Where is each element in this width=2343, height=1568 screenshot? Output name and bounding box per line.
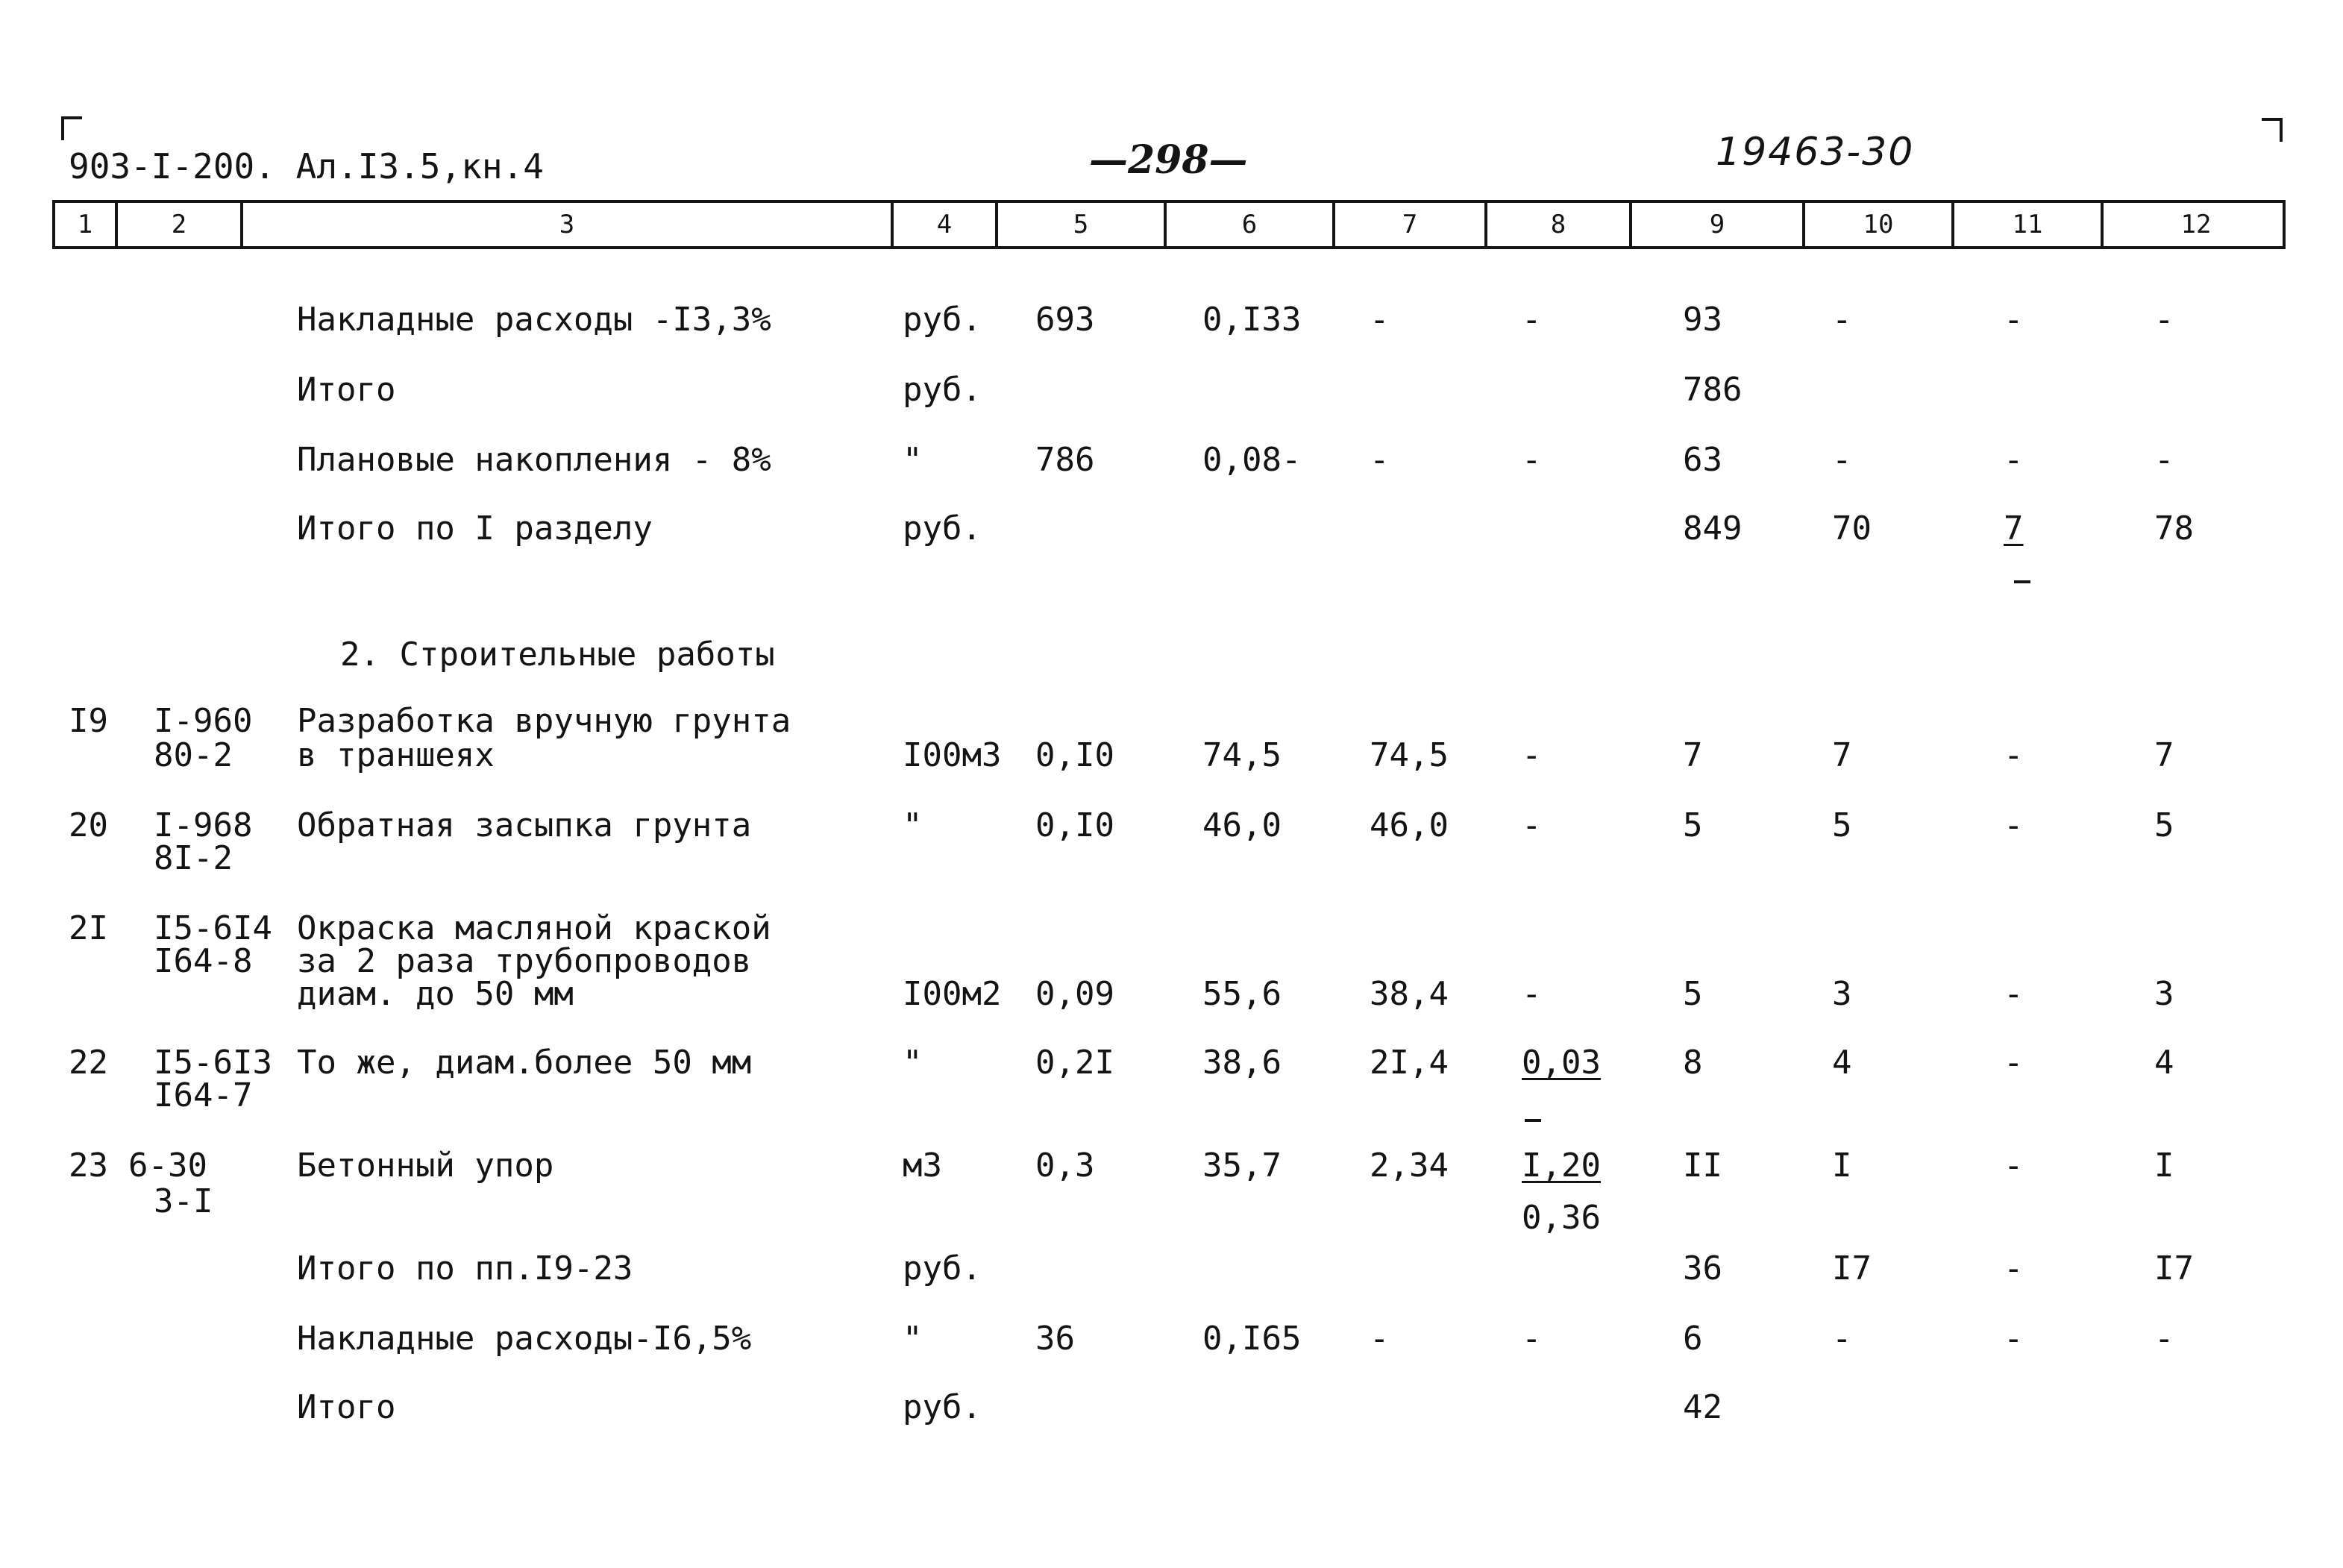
row-code: 3-I xyxy=(154,1182,213,1220)
cell-col8-top: I,20 xyxy=(1522,1147,1601,1185)
column-header-6: 6 xyxy=(1164,203,1332,246)
cell-col8: - xyxy=(1522,806,1542,844)
row-name: Итого по пп.I9-23 xyxy=(297,1249,633,1288)
row-name: Накладные расходы -I3,3% xyxy=(297,301,771,339)
cell-col10: - xyxy=(1832,301,1852,339)
column-header-5: 5 xyxy=(995,203,1164,246)
row-name: Разработка вручную грунта xyxy=(297,702,791,740)
cell-col7: 2I,4 xyxy=(1370,1044,1449,1082)
page-number: —298— xyxy=(1089,137,1248,183)
cell-col9: 5 xyxy=(1683,806,1703,844)
cell-col7: 46,0 xyxy=(1370,806,1449,844)
cell-col10: 5 xyxy=(1832,806,1852,844)
column-number-header xyxy=(52,200,2286,249)
cell-col11: - xyxy=(2004,441,2024,479)
row-code: 8I-2 xyxy=(154,839,233,877)
cell-col11: 7 xyxy=(2004,509,2024,548)
cell-col11: - xyxy=(2004,975,2024,1013)
cell-col5: 0,I0 xyxy=(1035,736,1114,774)
column-header-7: 7 xyxy=(1332,203,1484,246)
cell-col6: 0,I65 xyxy=(1202,1320,1302,1358)
cell-col8-bottom: 0,36 xyxy=(1522,1199,1601,1237)
cell-col5: 36 xyxy=(1035,1320,1075,1358)
row-name: за 2 раза трубопроводов xyxy=(297,942,752,980)
row-name: Окраска масляной краской xyxy=(297,909,771,947)
cell-col10: I7 xyxy=(1832,1249,1872,1288)
cell-col12: 78 xyxy=(2154,509,2194,548)
cell-col8: - xyxy=(1522,975,1542,1013)
row-number: 2I xyxy=(69,909,108,947)
column-header-8: 8 xyxy=(1484,203,1629,246)
cell-col10: - xyxy=(1832,1320,1852,1358)
cell-col10: 7 xyxy=(1832,736,1852,774)
cell-col12: 3 xyxy=(2154,975,2174,1013)
row-unit: " xyxy=(903,1044,923,1082)
row-code: I-960 xyxy=(154,702,253,740)
cell-col10: I xyxy=(1832,1147,1852,1185)
row-code: 6-30 xyxy=(128,1147,207,1185)
column-header-1: 1 xyxy=(77,210,93,239)
cell-col11: - xyxy=(2004,736,2024,774)
row-name: Накладные расходы-I6,5% xyxy=(297,1320,752,1358)
row-code: I-968 xyxy=(154,806,253,844)
row-number: 23 xyxy=(69,1147,108,1185)
row-code: I64-8 xyxy=(154,942,253,980)
row-unit: руб. xyxy=(903,509,982,548)
column-header-4: 4 xyxy=(891,203,995,246)
cell-col9: 42 xyxy=(1683,1388,1722,1426)
cell-col11: - xyxy=(2004,1147,2024,1185)
row-unit: руб. xyxy=(903,371,982,409)
row-unit: I00м2 xyxy=(903,975,1002,1013)
cell-col7: 2,34 xyxy=(1370,1147,1449,1185)
cell-col9: 8 xyxy=(1683,1044,1703,1082)
row-name: диам. до 50 мм xyxy=(297,975,574,1013)
cell-col12: - xyxy=(2154,1320,2174,1358)
cell-col9: 786 xyxy=(1683,371,1743,409)
row-unit: I00м3 xyxy=(903,736,1002,774)
cell-col5: 693 xyxy=(1035,301,1095,339)
column-header-3: 3 xyxy=(240,203,891,246)
row-number: I9 xyxy=(69,702,108,740)
cell-col5: 786 xyxy=(1035,441,1095,479)
cell-col6: 0,I33 xyxy=(1202,301,1302,339)
row-name: Итого xyxy=(297,371,396,409)
row-unit: м3 xyxy=(903,1147,942,1185)
cell-col7: - xyxy=(1370,301,1390,339)
column-header-9: 9 xyxy=(1629,203,1802,246)
cell-col12: 5 xyxy=(2154,806,2174,844)
cell-col11: - xyxy=(2004,301,2024,339)
column-header-10: 10 xyxy=(1802,203,1951,246)
corner-mark-left xyxy=(61,116,82,140)
cell-col6: 46,0 xyxy=(1202,806,1282,844)
cell-col6: 74,5 xyxy=(1202,736,1282,774)
corner-mark-right xyxy=(2262,118,2283,142)
cell-col11: - xyxy=(2004,1320,2024,1358)
cell-col6: 55,6 xyxy=(1202,975,1282,1013)
cell-col12: 4 xyxy=(2154,1044,2174,1082)
cell-col10: 4 xyxy=(1832,1044,1852,1082)
row-unit: " xyxy=(903,806,923,844)
cell-col8: - xyxy=(1522,301,1542,339)
cell-col8: - xyxy=(1522,1320,1542,1358)
cell-col8: 0,03 xyxy=(1522,1044,1601,1082)
cell-col10: 3 xyxy=(1832,975,1852,1013)
row-number: 22 xyxy=(69,1044,108,1082)
row-unit: " xyxy=(903,1320,923,1358)
column-header-2: 2 xyxy=(115,203,240,246)
cell-col11: - xyxy=(2004,1044,2024,1082)
cell-col10: 70 xyxy=(1832,509,1872,548)
cell-col9: 63 xyxy=(1683,441,1722,479)
dash-mark xyxy=(1525,1119,1541,1122)
cell-col5: 0,2I xyxy=(1035,1044,1114,1082)
row-code: 80-2 xyxy=(154,736,233,774)
cell-col9: 93 xyxy=(1683,301,1722,339)
row-unit: руб. xyxy=(903,1249,982,1288)
cell-col5: 0,3 xyxy=(1035,1147,1095,1185)
cell-col8: - xyxy=(1522,441,1542,479)
cell-col12: - xyxy=(2154,301,2174,339)
row-name: Итого xyxy=(297,1388,396,1426)
row-name: Плановые накопления - 8% xyxy=(297,441,771,479)
cell-col7: - xyxy=(1370,1320,1390,1358)
cell-col12: I7 xyxy=(2154,1249,2194,1288)
column-header-12: 12 xyxy=(2101,203,2289,246)
dash-mark xyxy=(2014,580,2030,583)
cell-col9: 7 xyxy=(1683,736,1703,774)
row-unit: руб. xyxy=(903,1388,982,1426)
row-name: в траншеях xyxy=(297,736,495,774)
row-unit: " xyxy=(903,441,923,479)
row-unit: руб. xyxy=(903,301,982,339)
cell-col7: 74,5 xyxy=(1370,736,1449,774)
cell-col12: 7 xyxy=(2154,736,2174,774)
row-code: I5-6I4 xyxy=(154,909,272,947)
handwritten-stamp-number: 19463-30 xyxy=(1716,130,1915,175)
cell-col8: - xyxy=(1522,736,1542,774)
cell-col7: 38,4 xyxy=(1370,975,1449,1013)
row-name: То же, диам.более 50 мм xyxy=(297,1044,752,1082)
cell-col9: 849 xyxy=(1683,509,1743,548)
cell-col6: 35,7 xyxy=(1202,1147,1282,1185)
cell-col5: 0,09 xyxy=(1035,975,1114,1013)
cell-col12: - xyxy=(2154,441,2174,479)
cell-col7: - xyxy=(1370,441,1390,479)
section-title: 2. Строительные работы xyxy=(340,636,775,674)
cell-col6: 0,08- xyxy=(1202,441,1302,479)
row-number: 20 xyxy=(69,806,108,844)
cell-col11: - xyxy=(2004,1249,2024,1288)
cell-col9: 36 xyxy=(1683,1249,1722,1288)
row-name: Бетонный упор xyxy=(297,1147,554,1185)
cell-col10: - xyxy=(1832,441,1852,479)
row-name: Итого по I разделу xyxy=(297,509,653,548)
cell-col11: - xyxy=(2004,806,2024,844)
cell-col5: 0,I0 xyxy=(1035,806,1114,844)
cell-col6: 38,6 xyxy=(1202,1044,1282,1082)
cell-col12: I xyxy=(2154,1147,2174,1185)
row-name: Обратная засыпка грунта xyxy=(297,806,752,844)
cell-col9: II xyxy=(1683,1147,1722,1185)
column-header-11: 11 xyxy=(1951,203,2101,246)
cell-col9: 6 xyxy=(1683,1320,1703,1358)
cell-col9: 5 xyxy=(1683,975,1703,1013)
row-code: I64-7 xyxy=(154,1076,253,1114)
row-code: I5-6I3 xyxy=(154,1044,272,1082)
document-reference: 903-I-200. Ал.I3.5,кн.4 xyxy=(69,146,544,186)
